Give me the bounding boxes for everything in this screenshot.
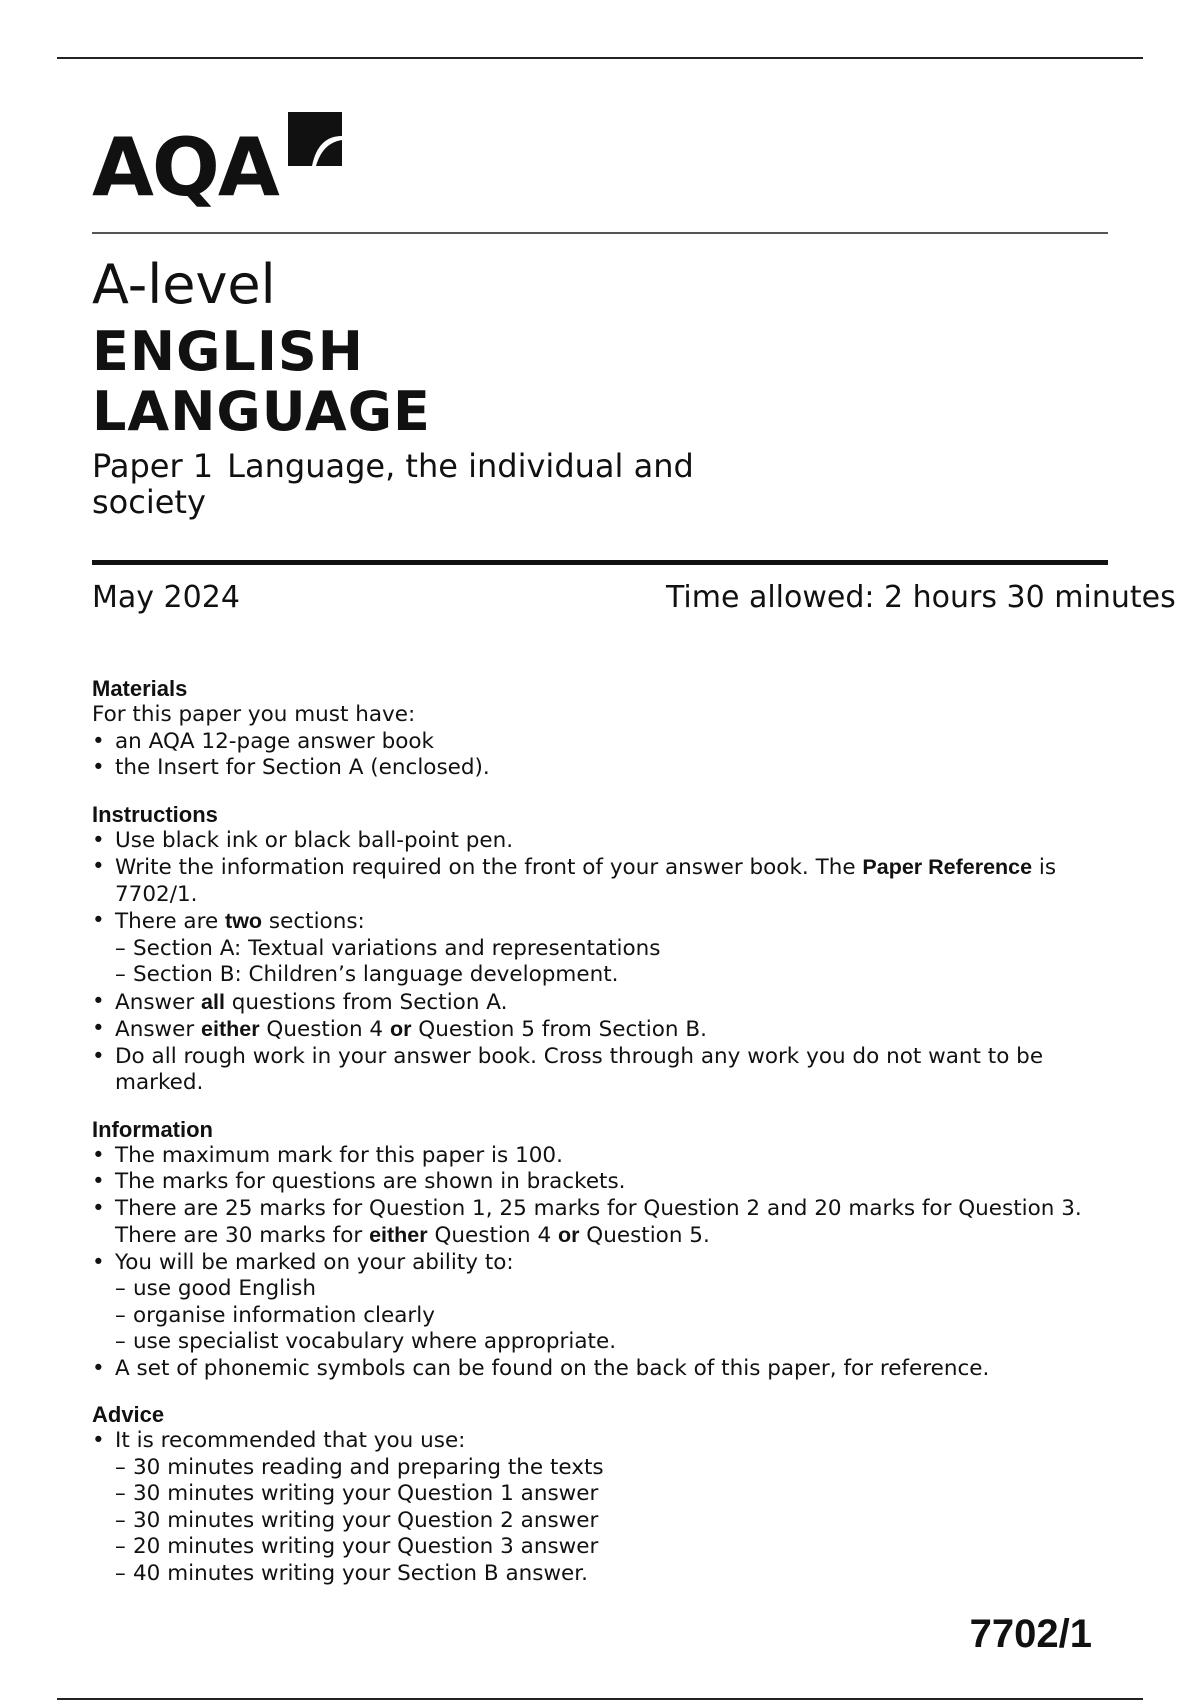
- information-section: [92, 1117, 1112, 1383]
- logo-text: AQA: [92, 121, 278, 214]
- timing-subitem: – 30 minutes reading and preparing the texts: [92, 1455, 1112, 1482]
- instruction-item: • Do all rough work in your answer book. Cross through any work you do not want to be marked.: [92, 1044, 1112, 1097]
- materials-intro: For this paper you must have:: [92, 702, 416, 727]
- timing-subitem: – 40 minutes writing your Section B answer.: [92, 1561, 1112, 1588]
- instructions-heading: Instructions: [92, 801, 218, 827]
- aqa-logo-mark-icon: [286, 110, 344, 168]
- advice-heading: Advice: [92, 1402, 165, 1427]
- subject-title: ENGLISH LANGUAGE: [92, 320, 431, 443]
- instruction-item: • Answer all questions from Section A.: [92, 989, 1112, 1017]
- ability-subitem: – organise information clearly: [92, 1303, 1112, 1330]
- paper-number: Paper 1: [92, 447, 214, 485]
- exam-date-text: May 2024: [92, 580, 240, 615]
- timing-subitem: – 30 minutes writing your Question 1 answer: [92, 1481, 1112, 1508]
- materials-heading: Materials: [92, 676, 188, 701]
- timing-subitem: – 20 minutes writing your Question 3 answer: [92, 1534, 1112, 1561]
- materials-item: • the Insert for Section A (enclosed).: [92, 755, 1112, 782]
- exam-date: [92, 580, 692, 616]
- ability-subitem: – use good English: [92, 1276, 1112, 1303]
- cover-body: [92, 676, 1112, 1607]
- top-border-rule: [57, 57, 1143, 59]
- aqa-logo: [92, 110, 344, 214]
- paper-reference-code: 7702/1: [969, 1612, 1092, 1656]
- paper-name: Language, the individual and society: [92, 447, 694, 521]
- information-heading: Information: [92, 1116, 213, 1142]
- instruction-item: • There are two sections:: [92, 908, 1112, 936]
- title-divider: [92, 560, 1108, 565]
- qualification-level: A-level: [92, 253, 276, 316]
- time-allowed: Time allowed: 2 hours 30 minutes: [666, 580, 1176, 615]
- ability-subitem: – use specialist vocabulary where appropriate.: [92, 1329, 1112, 1356]
- instruction-item: • Use black ink or black ball-point pen.: [92, 828, 1112, 855]
- paper-title: [92, 448, 732, 520]
- materials-item: • an AQA 12-page answer book: [92, 729, 1112, 756]
- instructions-section: [92, 802, 1112, 1097]
- section-subitem: – Section B: Children’s language development.: [92, 962, 1112, 989]
- information-item: • You will be marked on your ability to:: [92, 1250, 1112, 1277]
- information-item: • The maximum mark for this paper is 100.: [92, 1143, 1112, 1170]
- advice-section: [92, 1402, 1112, 1587]
- header-divider: [92, 232, 1108, 234]
- timing-subitem: – 30 minutes writing your Question 2 answer: [92, 1508, 1112, 1535]
- instruction-item: • Write the information required on the front of your answer book. The Paper Reference is 7702/1.: [92, 854, 1112, 908]
- advice-item: • It is recommended that you use:: [92, 1428, 1112, 1455]
- materials-section: [92, 676, 1112, 782]
- information-item: • The marks for questions are shown in brackets.: [92, 1169, 1112, 1196]
- information-item: • There are 25 marks for Question 1, 25 marks for Question 2 and 20 marks for Question 3. There are 30 marks for either Question 4 or Question 5.: [92, 1196, 1112, 1250]
- bottom-border-rule: [57, 1698, 1143, 1700]
- section-subitem: – Section A: Textual variations and representations: [92, 936, 1112, 963]
- instruction-item: • Answer either Question 4 or Question 5 from Section B.: [92, 1016, 1112, 1044]
- information-item: • A set of phonemic symbols can be found on the back of this paper, for reference.: [92, 1356, 1112, 1383]
